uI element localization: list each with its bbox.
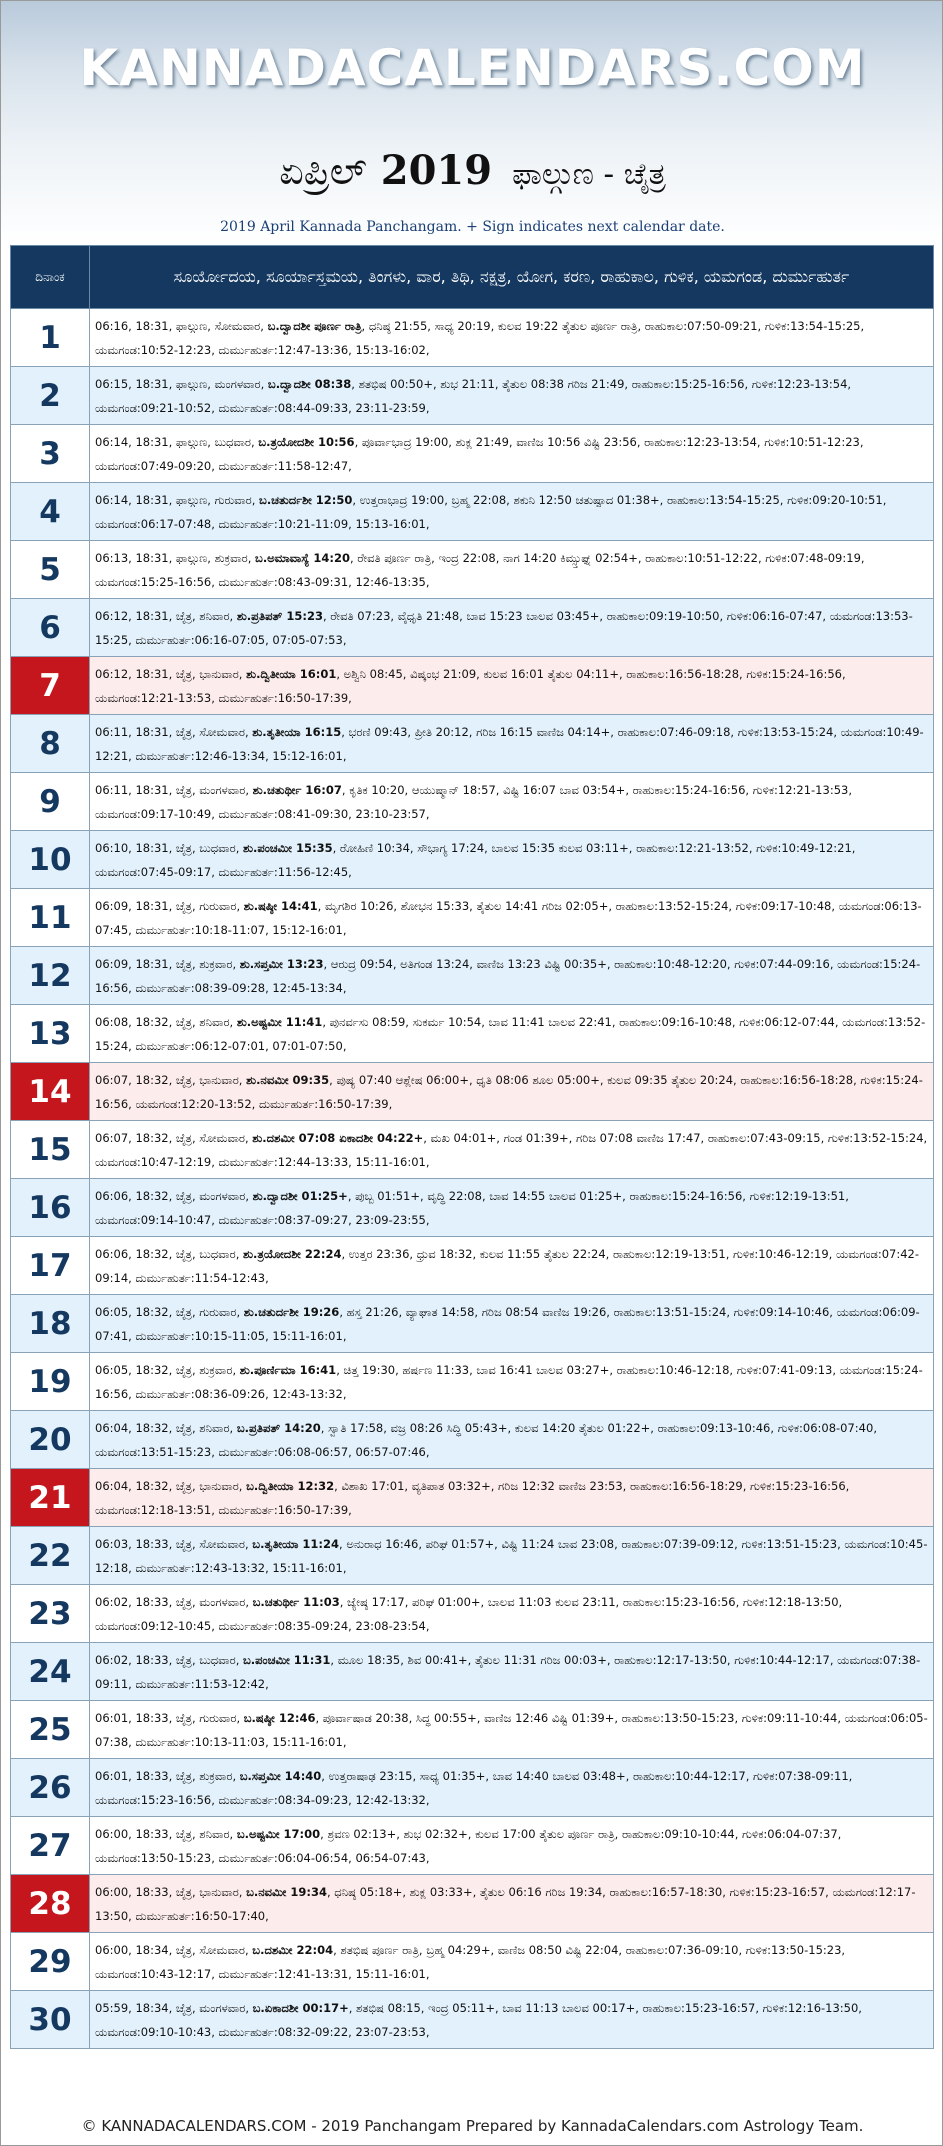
details-text: 06:05, 18:32, ಚೈತ್ರ, ಶುಕ್ರವಾರ, [95, 1362, 240, 1377]
tithi-text: ಬ.ಚತುರ್ಥೀ 11:03 [252, 1594, 340, 1609]
details-text: , ಧನಿಷ್ಠ 21:55, ಸಾಧ್ಯ 20:19, ಕುಲವ 19:22 ತೈತುಲ ಪೂರ್ಣ ರಾತ್ರಿ, ರಾಹುಕಾಲ:07:50-09:21, ಗುಳಿಕ:13:54-15:25, ಯಮಗಂಡ:10:52-12:23, ದುರ್ಮುಹುರ್ತ:12:47-13:36, 15:13-16:02, [95, 318, 865, 357]
day-details [90, 1295, 934, 1353]
day-details [90, 831, 934, 889]
month-heading [1, 147, 942, 194]
details-text: , ಆರುದ್ರ 09:54, ಅತಿಗಂಡ 13:24, ವಾಣಿಜ 13:23 ವಿಷ್ಟಿ 00:35+, ರಾಹುಕಾಲ:10:48-12:20, ಗುಳಿಕ:07:44-09:16, ಯಮಗಂಡ:15:24-16:56, ದುರ್ಮುಹುರ್ತ:08:39-09:28, 12:45-13:34, [95, 956, 921, 995]
day-details [90, 483, 934, 541]
tithi-text: ಬ.ಅಮಾವಾಸ್ಯೆ 14:20 [255, 550, 350, 565]
details-text: , ಉತ್ತರ 23:36, ಧ್ರುವ 18:32, ಕುಲವ 11:55 ತೈತುಲ 22:24, ರಾಹುಕಾಲ:12:19-13:51, ಗುಳಿಕ:10:46-12:19, ಯಮಗಂಡ:07:42-09:14, ದುರ್ಮುಹುರ್ತ:11:54-12:43, [95, 1246, 920, 1285]
details-text: , ಮಖ 04:01+, ಗಂಡ 01:39+, ಗರಿಜ 07:08 ವಾಣಿಜ 17:47, ರಾಹುಕಾಲ:07:43-09:15, ಗುಳಿಕ:13:52-15:24, ಯಮಗಂಡ:10:47-12:19, ದುರ್ಮುಹುರ್ತ:12:44-13:33, 15:11-16:01, [95, 1130, 928, 1169]
details-text: 06:09, 18:31, ಚೈತ್ರ, ಶುಕ್ರವಾರ, [95, 956, 240, 971]
tithi-text: ಬ.ನವಮೀ 19:34 [246, 1884, 327, 1899]
details-text: 06:08, 18:32, ಚೈತ್ರ, ಶನಿವಾರ, [95, 1014, 237, 1029]
tithi-text: ಬ.ಅಷ್ಟಮೀ 17:00 [236, 1826, 321, 1841]
details-text: 06:05, 18:32, ಚೈತ್ರ, ಗುರುವಾರ, [95, 1304, 244, 1319]
table-row [11, 1643, 934, 1701]
details-text: , ಪುಬ್ಬ 01:51+, ವೃದ್ಧಿ 22:08, ಬಾವ 14:55 ಬಾಲವ 01:25+, ರಾಹುಕಾಲ:15:24-16:56, ಗುಳಿಕ:12:19-13:51, ಯಮಗಂಡ:09:14-10:47, ದುರ್ಮುಹುರ್ತ:08:37-09:27, 23:09-23:55, [95, 1188, 849, 1227]
date-number: 12 [11, 947, 90, 1005]
tithi-text: ಶು.ಸಪ್ತಮೀ 13:23 [239, 956, 324, 971]
details-column-header: ಸೂರ್ಯೋದಯ, ಸೂರ್ಯಾಸ್ತಮಯ, ತಿಂಗಳು, ವಾರ, ತಿಥಿ, ನಕ್ಷತ್ರ, ಯೋಗ, ಕರಣ, ರಾಹುಕಾಲ, ಗುಳಿಕ, ಯಮಗಂಡ, ದುರ್ಮುಹುರ್ತ [90, 246, 934, 309]
details-text: , ಉತ್ತರಾಷಾಢ 23:15, ಸಾಧ್ಯ 01:35+, ಬಾವ 14:40 ಬಾಲವ 03:48+, ರಾಹುಕಾಲ:10:44-12:17, ಗುಳಿಕ:07:38-09:11, ಯಮಗಂಡ:15:23-16:56, ದುರ್ಮುಹುರ್ತ:08:34-09:23, 12:42-13:32, [95, 1768, 853, 1807]
tithi-text: ಬ.ದಶಮೀ 22:04 [252, 1942, 334, 1957]
table-row [11, 425, 934, 483]
details-text: , ಪೂರ್ವಾಷಾಡ 20:38, ಸಿದ್ಧ 00:55+, ವಾಣಿಜ 12:46 ವಿಷ್ಟಿ 01:39+, ರಾಹುಕಾಲ:13:50-15:23, ಗುಳಿಕ:09:11-10:44, ಯಮಗಂಡ:06:05-07:38, ದುರ್ಮುಹುರ್ತ:10:13-11:03, 15:11-16:01, [95, 1710, 928, 1749]
details-text: 06:14, 18:31, ಫಾಲ್ಗುಣ, ಬುಧವಾರ, [95, 434, 259, 449]
table-row [11, 1121, 934, 1179]
month-year: 2019 [380, 147, 493, 194]
day-details [90, 773, 934, 831]
day-details [90, 1701, 934, 1759]
details-text: 06:14, 18:31, ಫಾಲ್ಗುಣ, ಗುರುವಾರ, [95, 492, 260, 507]
day-details [90, 1643, 934, 1701]
date-number: 28 [11, 1875, 90, 1933]
tithi-text: ಶು.ಅಷ್ಟಮೀ 11:41 [236, 1014, 323, 1029]
table-row [11, 1063, 934, 1121]
date-number: 23 [11, 1585, 90, 1643]
table-row [11, 1527, 934, 1585]
tithi-text: ಬ.ದ್ವಾದಶೀ 08:38 [267, 376, 352, 391]
details-text: 06:12, 18:31, ಚೈತ್ರ, ಶನಿವಾರ, [95, 608, 237, 623]
date-number: 16 [11, 1179, 90, 1237]
details-text: 06:07, 18:32, ಚೈತ್ರ, ಭಾನುವಾರ, [95, 1072, 247, 1087]
day-details [90, 1179, 934, 1237]
tithi-text: ಶು.ದ್ವಾದಶೀ 01:25+ [252, 1188, 348, 1203]
tithi-text: ಶು.ಚತುರ್ಥೀ 16:07 [252, 782, 342, 797]
details-text: , ರೋಹಿಣಿ 10:34, ಸೌಭಾಗ್ಯ 17:24, ಬಾಲವ 15:35 ಕುಲವ 03:11+, ರಾಹುಕಾಲ:12:21-13:52, ಗುಳಿಕ:10:49-12:21, ಯಮಗಂಡ:07:45-09:17, ದುರ್ಮುಹುರ್ತ:11:56-12:45, [95, 840, 856, 879]
details-text: 06:13, 18:31, ಫಾಲ್ಗುಣ, ಶುಕ್ರವಾರ, [95, 550, 256, 565]
details-text: 05:59, 18:34, ಚೈತ್ರ, ಮಂಗಳವಾರ, [95, 2000, 253, 2015]
table-row [11, 1585, 934, 1643]
details-text: 06:16, 18:31, ಫಾಲ್ಗುಣ, ಸೋಮವಾರ, [95, 318, 268, 333]
table-row [11, 831, 934, 889]
table-row [11, 599, 934, 657]
tithi-text: ಬ.ಏಕಾದಶೀ 00:17+ [252, 2000, 349, 2015]
table-row [11, 1991, 934, 2049]
day-details [90, 1121, 934, 1179]
date-number: 11 [11, 889, 90, 947]
date-number: 19 [11, 1353, 90, 1411]
details-text: 06:02, 18:33, ಚೈತ್ರ, ಮಂಗಳವಾರ, [95, 1594, 253, 1609]
table-row [11, 947, 934, 1005]
details-text: , ಪೂರ್ವಾಭಾದ್ರ 19:00, ಶುಕ್ಲ 21:49, ವಾಣಿಜ 10:56 ವಿಷ್ಟಿ 23:56, ರಾಹುಕಾಲ:12:23-13:54, ಗುಳಿಕ:10:51-12:23, ಯಮಗಂಡ:07:49-09:20, ದುರ್ಮುಹುರ್ತ:11:58-12:47, [95, 434, 864, 473]
details-text: , ಕೃತಿಕ 10:20, ಆಯುಷ್ಮಾನ್ 18:57, ವಿಷ್ಟಿ 16:07 ಬಾವ 03:54+, ರಾಹುಕಾಲ:15:24-16:56, ಗುಳಿಕ:12:21-13:53, ಯಮಗಂಡ:09:17-10:49, ದುರ್ಮುಹುರ್ತ:08:41-09:30, 23:10-23:57, [95, 782, 852, 821]
month-name: ಏಪ್ರಿಲ್ [279, 149, 367, 193]
day-details [90, 657, 934, 715]
date-number: 27 [11, 1817, 90, 1875]
details-text: 06:01, 18:33, ಚೈತ್ರ, ಗುರುವಾರ, [95, 1710, 244, 1725]
details-text: , ಹಸ್ತ 21:26, ವ್ಯಾಘಾತ 14:58, ಗರಿಜ 08:54 ವಾಣಿಜ 19:26, ರಾಹುಕಾಲ:13:51-15:24, ಗುಳಿಕ:09:14-10:46, ಯಮಗಂಡ:06:09-07:41, ದುರ್ಮುಹುರ್ತ:10:15-11:05, 15:11-16:01, [95, 1304, 920, 1343]
date-number: 2 [11, 367, 90, 425]
details-text: , ಮೃಗಶಿರ 10:26, ಶೋಭನ 15:33, ತೈತುಲ 14:41 ಗರಿಜ 02:05+, ರಾಹುಕಾಲ:13:52-15:24, ಗುಳಿಕ:09:17-10:48, ಯಮಗಂಡ:06:13-07:45, ದುರ್ಮುಹುರ್ತ:10:18-11:07, 15:12-16:01, [95, 898, 922, 937]
details-text: 06:04, 18:32, ಚೈತ್ರ, ಶನಿವಾರ, [95, 1420, 237, 1435]
details-text: , ಅನುರಾಧ 16:46, ಪರಿಘ 01:57+, ವಿಷ್ಟಿ 11:24 ಬಾವ 23:08, ರಾಹುಕಾಲ:07:39-09:12, ಗುಳಿಕ:13:51-15:23, ಯಮಗಂಡ:10:45-12:18, ದುರ್ಮುಹುರ್ತ:12:43-13:32, 15:11-16:01, [95, 1536, 928, 1575]
date-number: 6 [11, 599, 90, 657]
table-row [11, 367, 934, 425]
tithi-text: ಬ.ಸಪ್ತಮೀ 14:40 [239, 1768, 322, 1783]
table-row [11, 309, 934, 367]
table-row [11, 715, 934, 773]
day-details [90, 1411, 934, 1469]
details-text: 06:11, 18:31, ಚೈತ್ರ, ಮಂಗಳವಾರ, [95, 782, 253, 797]
site-title[interactable]: KANNADACALENDARS.COM [79, 39, 866, 97]
details-text: , ಶತಭಿಷ 00:50+, ಶುಭ 21:11, ತೈತುಲ 08:38 ಗರಿಜ 21:49, ರಾಹುಕಾಲ:15:25-16:56, ಗುಳಿಕ:12:23-13:54, ಯಮಗಂಡ:09:21-10:52, ದುರ್ಮುಹುರ್ತ:08:44-09:33, 23:11-23:59, [95, 376, 852, 415]
tithi-text: ಶು.ಪ್ರತಿಪತ್ 15:23 [236, 608, 323, 623]
day-details [90, 889, 934, 947]
details-text: , ಚಿತ್ತ 19:30, ಹರ್ಷಣ 11:33, ಬಾವ 16:41 ಬಾಲವ 03:27+, ರಾಹುಕಾಲ:10:46-12:18, ಗುಳಿಕ:07:41-09:13, ಯಮಗಂಡ:15:24-16:56, ದುರ್ಮುಹುರ್ತ:08:36-09:26, 12:43-13:32, [95, 1362, 923, 1401]
details-text: 06:01, 18:33, ಚೈತ್ರ, ಶುಕ್ರವಾರ, [95, 1768, 240, 1783]
details-text: , ಶತಭಿಷ 08:15, ಇಂದ್ರ 05:11+, ಬಾವ 11:13 ಬಾಲವ 00:17+, ರಾಹುಕಾಲ:15:23-16:57, ಗುಳಿಕ:12:16-13:50, ಯಮಗಂಡ:09:10-10:43, ದುರ್ಮುಹುರ್ತ:08:32-09:22, 23:07-23:53, [95, 2000, 862, 2039]
day-details [90, 1237, 934, 1295]
details-text: 06:12, 18:31, ಚೈತ್ರ, ಭಾನುವಾರ, [95, 666, 247, 681]
day-details [90, 715, 934, 773]
tithi-text: ಬ.ಚತುರ್ದಶೀ 12:50 [259, 492, 353, 507]
day-details [90, 1063, 934, 1121]
day-details [90, 541, 934, 599]
details-text: 06:10, 18:31, ಚೈತ್ರ, ಬುಧವಾರ, [95, 840, 244, 855]
details-text: , ವಿಶಾಖ 17:01, ವ್ಯತಿಪಾತ 03:32+, ಗರಿಜ 12:32 ವಾಣಿಜ 23:53, ರಾಹುಕಾಲ:16:56-18:29, ಗುಳಿಕ:15:23-16:56, ಯಮಗಂಡ:12:18-13:51, ದುರ್ಮುಹುರ್ತ:16:50-17:39, [95, 1478, 850, 1517]
day-details [90, 1469, 934, 1527]
date-number: 7 [11, 657, 90, 715]
date-number: 5 [11, 541, 90, 599]
date-number: 22 [11, 1527, 90, 1585]
details-text: , ಅಶ್ವಿನಿ 08:45, ವಿಷ್ಕಂಭ 21:09, ಕುಲವ 16:01 ತೈತುಲ 04:11+, ರಾಹುಕಾಲ:16:56-18:28, ಗುಳಿಕ:15:24-16:56, ಯಮಗಂಡ:12:21-13:53, ದುರ್ಮುಹುರ್ತ:16:50-17:39, [95, 666, 846, 705]
table-row [11, 1411, 934, 1469]
day-details [90, 1875, 934, 1933]
tithi-text: ಶು.ತ್ರಯೋದಶೀ 22:24 [243, 1246, 342, 1261]
table-header-row [11, 246, 934, 309]
day-details [90, 1991, 934, 2049]
details-text: , ಸ್ವಾತಿ 17:58, ವಜ್ರ 08:26 ಸಿದ್ಧಿ 05:43+, ಕುಲವ 14:20 ತೈತುಲ 01:22+, ರಾಹುಕಾಲ:09:13-10:46, ಗುಳಿಕ:06:08-07:40, ಯಮಗಂಡ:13:51-15:23, ದುರ್ಮುಹುರ್ತ:06:08-06:57, 06:57-07:46, [95, 1420, 877, 1459]
table-row [11, 1179, 934, 1237]
tithi-text: ಶು.ದ್ವಿತೀಯಾ 16:01 [246, 666, 337, 681]
tithi-text: ಶು.ಪಂಚಮೀ 15:35 [243, 840, 333, 855]
tithi-text: ಬ.ದ್ವಾದಶೀ ಪೂರ್ಣ ರಾತ್ರಿ [267, 318, 362, 333]
tithi-text: ಬ.ತ್ರಯೋದಶೀ 10:56 [258, 434, 355, 449]
date-number: 15 [11, 1121, 90, 1179]
day-details [90, 367, 934, 425]
day-details [90, 1527, 934, 1585]
details-text: , ಶತಭಿಷ ಪೂರ್ಣ ರಾತ್ರಿ, ಬ್ರಹ್ಮ 04:29+, ವಾಣಿಜ 08:50 ವಿಷ್ಟಿ 22:04, ರಾಹುಕಾಲ:07:36-09:10, ಗುಳಿಕ:13:50-15:23, ಯಮಗಂಡ:10:43-12:17, ದುರ್ಮುಹುರ್ತ:12:41-13:31, 15:11-16:01, [95, 1942, 846, 1981]
tithi-text: ಶು.ಷಷ್ಠೀ 14:41 [243, 898, 318, 913]
details-text: 06:06, 18:32, ಚೈತ್ರ, ಬುಧವಾರ, [95, 1246, 244, 1261]
table-row [11, 1469, 934, 1527]
details-text: 06:04, 18:32, ಚೈತ್ರ, ಭಾನುವಾರ, [95, 1478, 247, 1493]
day-details [90, 1585, 934, 1643]
table-body [11, 309, 934, 2049]
table-row [11, 1759, 934, 1817]
table-row [11, 1701, 934, 1759]
details-text: 06:09, 18:31, ಚೈತ್ರ, ಗುರುವಾರ, [95, 898, 244, 913]
day-details [90, 947, 934, 1005]
details-text: , ಪುನರ್ವಸು 08:59, ಸುಕರ್ಮ 10:54, ಬಾವ 11:41 ಬಾಲವ 22:41, ರಾಹುಕಾಲ:09:16-10:48, ಗುಳಿಕ:06:12-07:44, ಯಮಗಂಡ:13:52-15:24, ದುರ್ಮುಹುರ್ತ:06:12-07:01, 07:01-07:50, [95, 1014, 926, 1053]
date-number: 13 [11, 1005, 90, 1063]
details-text: 06:15, 18:31, ಫಾಲ್ಗುಣ, ಮಂಗಳವಾರ, [95, 376, 268, 391]
tithi-text: ಬ.ಷಷ್ಠೀ 12:46 [243, 1710, 316, 1725]
tithi-text: ಬ.ತೃತೀಯಾ 11:24 [252, 1536, 340, 1551]
table-row [11, 541, 934, 599]
tithi-text: ಶು.ನವಮೀ 09:35 [246, 1072, 330, 1087]
table-row [11, 657, 934, 715]
table-row [11, 889, 934, 947]
details-text: , ರೇವತಿ ಪೂರ್ಣ ರಾತ್ರಿ, ಇಂದ್ರ 22:08, ನಾಗ 14:20 ಕಿಮ್ಸ್ತುಘ್ನ 02:54+, ರಾಹುಕಾಲ:10:51-12:22, ಗುಳಿಕ:07:48-09:19, ಯಮಗಂಡ:15:25-16:56, ದುರ್ಮುಹುರ್ತ:08:43-09:31, 12:46-13:35, [95, 550, 865, 589]
date-number: 18 [11, 1295, 90, 1353]
details-text: 06:03, 18:33, ಚೈತ್ರ, ಸೋಮವಾರ, [95, 1536, 253, 1551]
table-row [11, 1817, 934, 1875]
tithi-text: ಬ.ದ್ವಿತೀಯಾ 12:32 [246, 1478, 335, 1493]
date-number: 20 [11, 1411, 90, 1469]
day-details [90, 1759, 934, 1817]
table-row [11, 483, 934, 541]
details-text: 06:02, 18:33, ಚೈತ್ರ, ಬುಧವಾರ, [95, 1652, 244, 1667]
details-text: 06:00, 18:33, ಚೈತ್ರ, ಭಾನುವಾರ, [95, 1884, 247, 1899]
date-number: 10 [11, 831, 90, 889]
day-details [90, 1933, 934, 1991]
details-text: 06:11, 18:31, ಚೈತ್ರ, ಸೋಮವಾರ, [95, 724, 253, 739]
day-details [90, 425, 934, 483]
table-row [11, 1875, 934, 1933]
date-number: 8 [11, 715, 90, 773]
table-row [11, 1295, 934, 1353]
day-details [90, 599, 934, 657]
date-number: 1 [11, 309, 90, 367]
day-details [90, 1353, 934, 1411]
details-text: 06:00, 18:34, ಚೈತ್ರ, ಸೋಮವಾರ, [95, 1942, 253, 1957]
day-details [90, 1005, 934, 1063]
date-number: 25 [11, 1701, 90, 1759]
table-row [11, 1353, 934, 1411]
details-text: , ಮೂಲ 18:35, ಶಿವ 00:41+, ತೈತುಲ 11:31 ಗರಿಜ 00:03+, ರಾಹುಕಾಲ:12:17-13:50, ಗುಳಿಕ:10:44-12:17, ಯಮಗಂಡ:07:38-09:11, ದುರ್ಮುಹುರ್ತ:11:53-12:42, [95, 1652, 921, 1691]
maasa-name: ಫಾಲ್ಗುಣ - ಚೈತ್ರ [512, 157, 666, 192]
tithi-text: ಶು.ಪೂರ್ಣಿಮಾ 16:41 [239, 1362, 337, 1377]
details-text: , ಜ್ಯೇಷ್ಠ 17:17, ಪರಿಘ 01:00+, ಬಾಲವ 11:03 ಕುಲವ 23:11, ರಾಹುಕಾಲ:15:23-16:56, ಗುಳಿಕ:12:18-13:50, ಯಮಗಂಡ:09:12-10:45, ದುರ್ಮುಹುರ್ತ:08:35-09:24, 23:08-23:54, [95, 1594, 843, 1633]
table-row [11, 1237, 934, 1295]
date-column-header: ದಿನಾಂಕ [11, 246, 90, 309]
day-details [90, 1817, 934, 1875]
date-number: 26 [11, 1759, 90, 1817]
details-text: , ಭರಣಿ 09:43, ಪ್ರೀತಿ 20:12, ಗರಿಜ 16:15 ವಾಣಿಜ 04:14+, ರಾಹುಕಾಲ:07:46-09:18, ಗುಳಿಕ:13:53-15:24, ಯಮಗಂಡ:10:49-12:21, ದುರ್ಮುಹುರ್ತ:12:46-13:34, 15:12-16:01, [95, 724, 924, 763]
tithi-text: ಶು.ತೃತೀಯಾ 16:15 [252, 724, 342, 739]
panchangam-table [10, 245, 934, 2049]
day-details [90, 309, 934, 367]
date-number: 24 [11, 1643, 90, 1701]
date-number: 4 [11, 483, 90, 541]
date-number: 14 [11, 1063, 90, 1121]
details-text: , ಪುಷ್ಯ 07:40 ಆಶ್ಲೇಷ 06:00+, ಧೃತಿ 08:06 ಶೂಲ 05:00+, ಕುಲವ 09:35 ತೈತುಲ 20:24, ರಾಹುಕಾಲ:16:56-18:28, ಗುಳಿಕ:15:24-16:56, ಯಮಗಂಡ:12:20-13:52, ದುರ್ಮುಹುರ್ತ:16:50-17:39, [95, 1072, 923, 1111]
date-number: 21 [11, 1469, 90, 1527]
table-row [11, 1933, 934, 1991]
tithi-text: ಬ.ಪಂಚಮೀ 11:31 [243, 1652, 331, 1667]
footer-copyright: © KANNADACALENDARS.COM - 2019 Panchangam Prepared by KannadaCalendars.com Astrology Team. [81, 2117, 864, 2135]
date-number: 30 [11, 1991, 90, 2049]
date-number: 9 [11, 773, 90, 831]
header-banner [1, 1, 942, 244]
date-number: 3 [11, 425, 90, 483]
tithi-text: ಬ.ಪ್ರತಿಪತ್ 14:20 [236, 1420, 321, 1435]
details-text: 06:06, 18:32, ಚೈತ್ರ, ಮಂಗಳವಾರ, [95, 1188, 253, 1203]
details-text: , ಧನಿಷ್ಠ 05:18+, ಶುಕ್ಲ 03:33+, ತೈತುಲ 06:16 ಗರಿಜ 19:34, ರಾಹುಕಾಲ:16:57-18:30, ಗುಳಿಕ:15:23-16:57, ಯಮಗಂಡ:12:17-13:50, ದುರ್ಮುಹುರ್ತ:16:50-17:40, [95, 1884, 916, 1923]
subtitle: 2019 April Kannada Panchangam. + Sign indicates next calendar date. [220, 219, 725, 235]
details-text: 06:07, 18:32, ಚೈತ್ರ, ಸೋಮವಾರ, [95, 1130, 253, 1145]
details-text: , ರೇವತಿ 07:23, ವೈಧೃತಿ 21:48, ಬಾವ 15:23 ಬಾಲವ 03:45+, ರಾಹುಕಾಲ:09:19-10:50, ಗುಳಿಕ:06:16-07:47, ಯಮಗಂಡ:13:53-15:25, ದುರ್ಮುಹುರ್ತ:06:16-07:05, 07:05-07:53, [95, 608, 913, 647]
details-text: 06:00, 18:33, ಚೈತ್ರ, ಶನಿವಾರ, [95, 1826, 237, 1841]
table-row [11, 773, 934, 831]
details-text: , ಶ್ರವಣ 02:13+, ಶುಭ 02:32+, ಕುಲವ 17:00 ತೈತುಲ ಪೂರ್ಣ ರಾತ್ರಿ, ರಾಹುಕಾಲ:09:10-10:44, ಗುಳಿಕ:06:04-07:37, ಯಮಗಂಡ:13:50-15:23, ದುರ್ಮುಹುರ್ತ:06:04-06:54, 06:54-07:43, [95, 1826, 842, 1865]
table-row [11, 1005, 934, 1063]
date-number: 29 [11, 1933, 90, 1991]
tithi-text: ಶು.ದಶಮೀ 07:08 ಏಕಾದಶೀ 04:22+ [252, 1130, 424, 1145]
date-number: 17 [11, 1237, 90, 1295]
details-text: , ಉತ್ತರಾಭಾದ್ರ 19:00, ಬ್ರಹ್ಮ 22:08, ಶಕುನಿ 12:50 ಚತುಷ್ಪಾದ 01:38+, ರಾಹುಕಾಲ:13:54-15:25, ಗುಳಿಕ:09:20-10:51, ಯಮಗಂಡ:06:17-07:48, ದುರ್ಮುಹುರ್ತ:10:21-11:09, 15:13-16:01, [95, 492, 887, 531]
tithi-text: ಶು.ಚತುರ್ದಶೀ 19:26 [243, 1304, 340, 1319]
